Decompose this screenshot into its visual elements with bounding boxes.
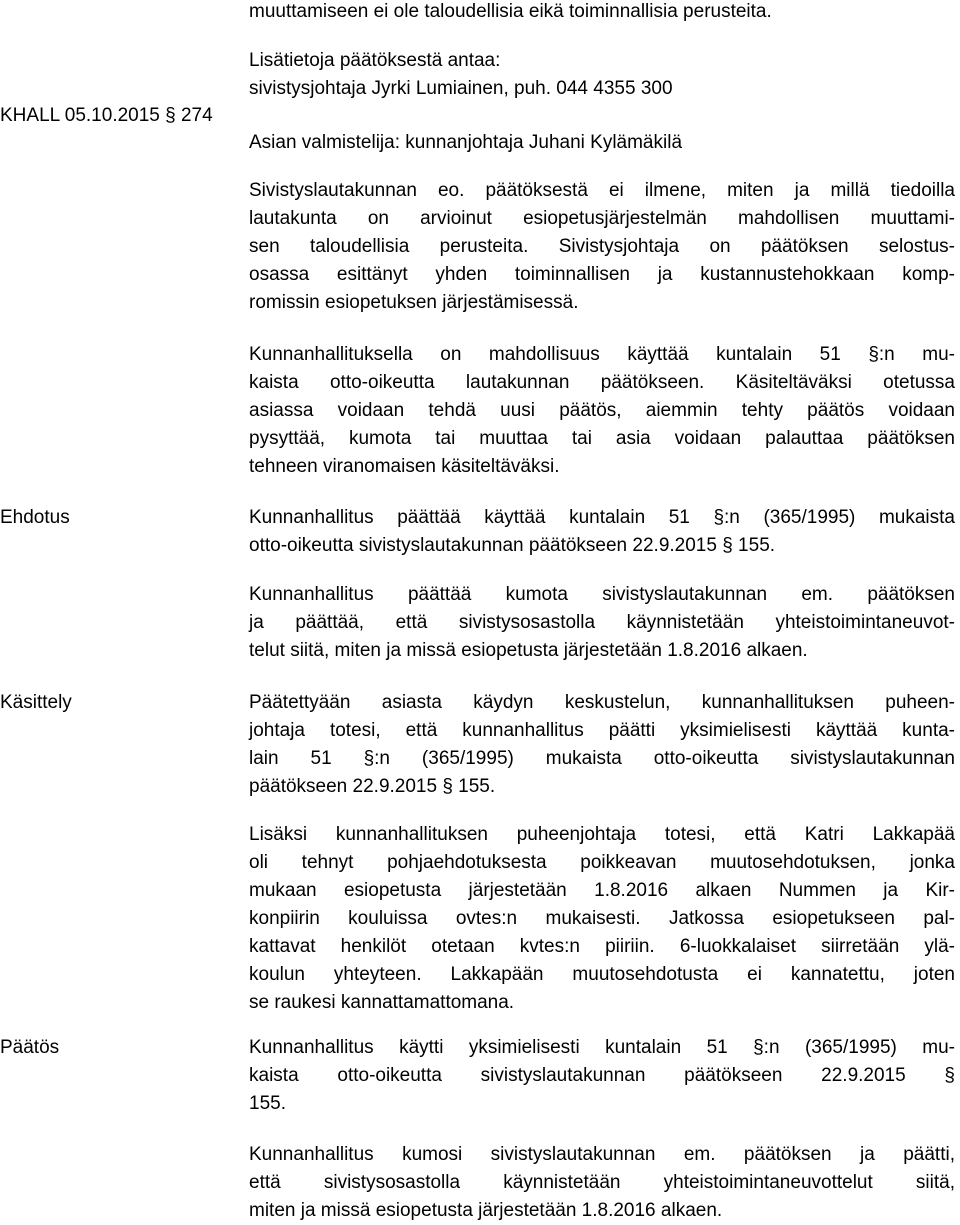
paragraph-line: lautakunta on arvioinut esiopetusjärjestelmän mahdollisen muuttami- [249,208,955,229]
ehdotus-paragraph-2 [249,581,955,665]
paragraph-line: miten ja missä esiopetusta järjestetään 1.8.2016 alkaen. [249,1200,723,1221]
info-label: Lisätietoja päätöksestä antaa: [249,50,501,71]
paragraph-line: 155. [249,1093,286,1114]
paragraph-line: Sivistyslautakunnan eo. päätöksestä ei ilmene, miten ja millä tiedoilla [249,180,955,201]
info-contact: sivistysjohtaja Jyrki Lumiainen, puh. 044 4355 300 [249,78,673,99]
paragraph-text [249,1034,955,1118]
paragraph-line: Kunnanhallitus päättää kumota sivistyslautakunnan em. päätöksen [249,584,955,605]
paragraph-text [249,1141,955,1225]
paragraph-line: asiassa voidaan tehdä uusi päätös, aiemmin tehty päätös voidaan [249,400,955,421]
paragraph-text [249,177,955,317]
paragraph-line: Kunnanhallitus päättää käyttää kuntalain 51 §:n (365/1995) mukaista [249,507,955,528]
paragraph-line: osassa esittänyt yhden toiminnallisen ja kustannustehokkaan komp- [249,264,955,285]
paragraph-line: Kunnanhallitus käytti yksimielisesti kuntalain 51 §:n (365/1995) mu- [249,1037,955,1058]
paragraph-line: ja päättää, että sivistysosastolla käynnistetään yhteistoimintaneuvot- [249,612,955,633]
paragraph-line: telut siitä, miten ja missä esiopetusta järjestetään 1.8.2016 alkaen. [249,640,808,661]
paragraph-line: sen taloudellisia perusteita. Sivistysjohtaja on päätöksen selostus- [249,236,955,257]
section-label-paatos: Päätös [0,1037,60,1058]
ehdotus-paragraph-1 [249,504,955,560]
intro-line: muuttamiseen ei ole taloudellisia eikä toiminnallisia perusteita. [249,1,772,22]
paragraph-text [249,689,955,801]
paragraph-line: Kunnanhallitus kumosi sivistyslautakunnan em. päätöksen ja päätti, [249,1144,955,1165]
paatos-paragraph-2 [249,1141,955,1225]
kasittely-paragraph-1 [249,689,955,801]
paragraph-text [249,341,955,481]
background-paragraph-2 [249,341,955,481]
paragraph-line: kaista otto-oikeutta sivistyslautakunnan päätökseen 22.9.2015 § [249,1065,955,1086]
paragraph-line: otto-oikeutta sivistyslautakunnan päätökseen 22.9.2015 § 155. [249,535,776,556]
paragraph-text [249,821,955,1017]
paragraph-line: Lisäksi kunnanhallituksen puheenjohtaja totesi, että Katri Lakkapää [249,824,955,845]
paragraph-line: että sivistysosastolla käynnistetään yhteistoimintaneuvottelut siitä, [249,1172,955,1193]
preparer-line: Asian valmistelija: kunnanjohtaja Juhani Kylämäkilä [249,132,683,153]
paragraph-line: kaista otto-oikeutta lautakunnan päätökseen. Käsiteltäväksi otetussa [249,372,955,393]
paragraph-line: pysyttää, kumota tai muuttaa tai asia voidaan palauttaa päätöksen [249,428,955,449]
paragraph-line: päätökseen 22.9.2015 § 155. [249,776,496,797]
paragraph-line: mukaan esiopetusta järjestetään 1.8.2016 alkaen Nummen ja Kir- [249,880,955,901]
paragraph-text [249,504,955,560]
paatos-paragraph-1 [249,1034,955,1118]
paragraph-text [249,581,955,665]
paragraph-line: konpiirin kouluissa ovtes:n mukaisesti. Jatkossa esiopetukseen pal- [249,908,955,929]
paragraph-line: Päätettyään asiasta käydyn keskustelun, kunnanhallituksen puheen- [249,692,955,713]
section-label-kasittely: Käsittely [0,692,72,713]
kasittely-paragraph-2 [249,821,955,1017]
section-label-ehdotus: Ehdotus [0,507,70,528]
paragraph-line: Kunnanhallituksella on mahdollisuus käyttää kuntalain 51 §:n mu- [249,344,955,365]
paragraph-line: kattavat henkilöt otetaan kvtes:n piiriin. 6-luokkalaiset siirretään ylä- [249,936,955,957]
paragraph-line: lain 51 §:n (365/1995) mukaista otto-oikeutta sivistyslautakunnan [249,748,955,769]
paragraph-line: se raukesi kannattamattomana. [249,992,515,1013]
meeting-reference: KHALL 05.10.2015 § 274 [0,105,213,126]
paragraph-line: koulun yhteyteen. Lakkapään muutosehdotusta ei kannatettu, joten [249,964,955,985]
paragraph-line: tehneen viranomaisen käsiteltäväksi. [249,456,560,477]
background-paragraph-1 [249,177,955,317]
paragraph-line: oli tehnyt pohjaehdotuksesta poikkeavan muutosehdotuksen, jonka [249,852,955,873]
paragraph-line: johtaja totesi, että kunnanhallitus päätti yksimielisesti käyttää kunta- [249,720,955,741]
paragraph-line: romissin esiopetuksen järjestämisessä. [249,292,579,313]
